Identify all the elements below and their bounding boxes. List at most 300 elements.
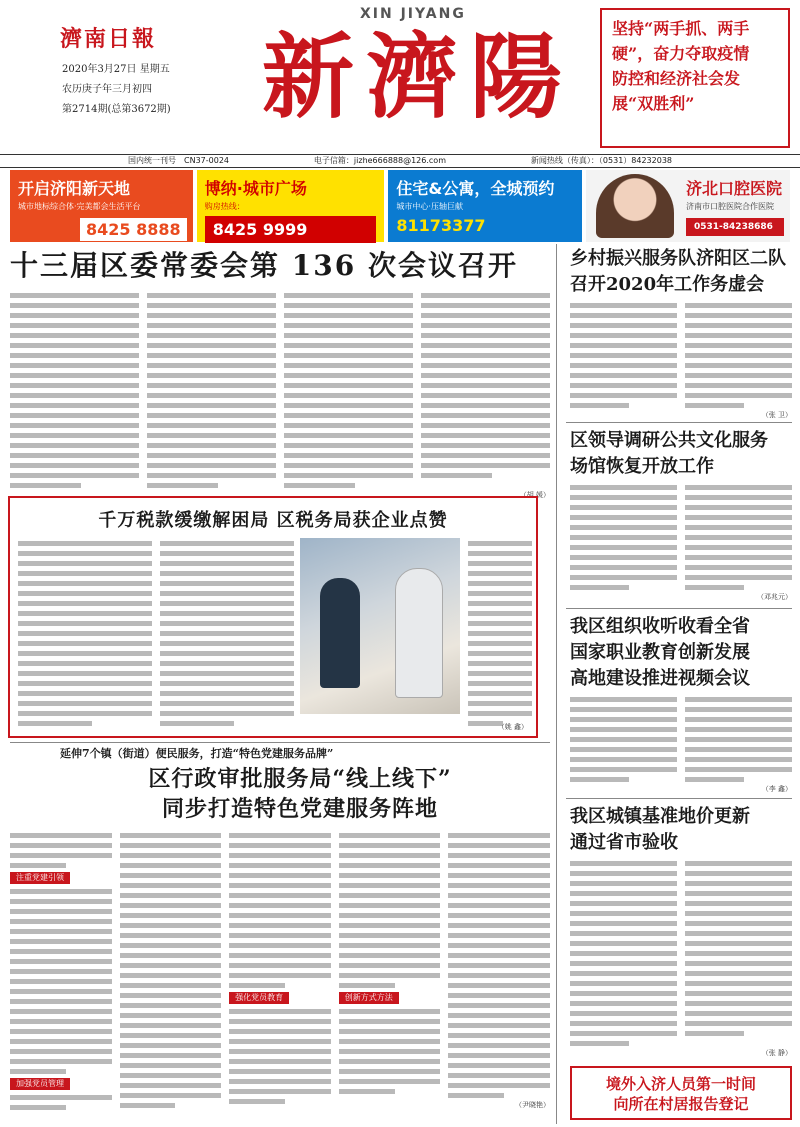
text-line (421, 370, 550, 380)
text-line-ink (570, 737, 677, 742)
ad-subline: 购房热线： (204, 202, 245, 211)
text-line (339, 1086, 441, 1096)
text-line-ink (284, 363, 413, 368)
text-line-ink (147, 393, 276, 398)
text-line-ink (421, 353, 550, 358)
text-line (10, 976, 112, 986)
text-line-ink (284, 463, 413, 468)
text-line-ink (18, 671, 152, 676)
text-line (229, 960, 331, 970)
column-text (685, 694, 792, 784)
right-columns (570, 858, 792, 1048)
text-line (10, 450, 139, 460)
text-line (468, 638, 532, 648)
text-line-ink (570, 575, 677, 580)
text-line (685, 370, 792, 380)
text-line (448, 1080, 550, 1090)
text-line (10, 310, 139, 320)
text-line (147, 450, 276, 460)
text-line-ink (18, 541, 152, 546)
text-line-ink (468, 571, 532, 576)
text-line-ink (160, 661, 294, 666)
text-line (448, 910, 550, 920)
photo-figure (395, 568, 443, 698)
text-line-ink (10, 929, 112, 934)
text-line (160, 668, 294, 678)
text-line (421, 360, 550, 370)
column-text (448, 830, 550, 1100)
text-line (10, 840, 112, 850)
text-line (284, 340, 413, 350)
text-line (339, 1066, 441, 1076)
text-line-ink (570, 861, 677, 866)
text-line (468, 538, 532, 548)
text-line-ink (685, 373, 792, 378)
text-line (229, 1036, 331, 1046)
text-line (284, 320, 413, 330)
text-line-ink (147, 483, 218, 488)
text-line-ink (685, 535, 792, 540)
info-bar (0, 154, 800, 168)
column-text (18, 538, 152, 728)
text-line-ink (685, 585, 744, 590)
text-line (685, 694, 792, 704)
text-line-ink (685, 333, 792, 338)
text-line (421, 330, 550, 340)
text-line (421, 390, 550, 400)
text-line (120, 870, 222, 880)
text-line (570, 744, 677, 754)
text-line (570, 512, 677, 522)
text-line-ink (339, 983, 395, 988)
text-line (160, 618, 294, 628)
text-line (570, 532, 677, 542)
photo-figure (320, 578, 360, 688)
text-line-ink (685, 981, 792, 986)
tax-headline: 千万税款缓缴解困局 区税务局获企业点赞 (98, 510, 448, 531)
text-line-ink (448, 893, 550, 898)
ad-banner[interactable] (197, 170, 385, 242)
text-line (10, 926, 112, 936)
text-line (570, 908, 677, 918)
text-line-ink (685, 303, 792, 308)
text-line-ink (10, 1019, 112, 1024)
text-line-ink (120, 953, 222, 958)
text-line-ink (685, 737, 792, 742)
column-text (10, 290, 139, 490)
text-line-ink (284, 333, 413, 338)
text-line-ink (570, 981, 677, 986)
column-text (10, 1092, 112, 1112)
headline-line: 我区城镇基准地价更新 (570, 806, 750, 827)
text-line-ink (10, 353, 139, 358)
text-line (160, 678, 294, 688)
text-line (685, 714, 792, 724)
text-line-ink (339, 963, 441, 968)
text-line (284, 450, 413, 460)
text-line-ink (570, 1001, 677, 1006)
text-line-ink (10, 843, 112, 848)
text-line-ink (421, 413, 550, 418)
text-line (229, 1076, 331, 1086)
text-line (685, 938, 792, 948)
text-line (468, 608, 532, 618)
text-line-ink (10, 1069, 66, 1074)
text-line-ink (160, 561, 294, 566)
text-line (685, 582, 792, 592)
text-line (229, 840, 331, 850)
text-line-ink (339, 893, 441, 898)
lead-author: （胡 媛） (519, 491, 550, 499)
text-line-ink (570, 505, 677, 510)
text-line (120, 1090, 222, 1100)
text-line-ink (10, 1059, 112, 1064)
text-line (18, 678, 152, 688)
text-line-ink (685, 1001, 792, 1006)
text-line-ink (448, 983, 550, 988)
text-line-ink (10, 833, 112, 838)
tax-body (18, 538, 294, 728)
text-line (339, 950, 441, 960)
ad-banner[interactable] (10, 170, 193, 242)
text-line (421, 470, 550, 480)
text-line (10, 886, 112, 896)
text-line-ink (685, 991, 792, 996)
text-line-ink (570, 901, 677, 906)
column-divider (556, 244, 557, 1124)
text-line (685, 400, 792, 410)
text-line (448, 860, 550, 870)
text-line-ink (421, 453, 550, 458)
text-line-ink (468, 561, 532, 566)
text-line-ink (570, 777, 629, 782)
headline-line: 高地建设推进视频会议 (570, 668, 750, 689)
text-line (160, 648, 294, 658)
text-line (448, 830, 550, 840)
text-line (18, 538, 152, 548)
text-line (685, 764, 792, 774)
text-line-ink (570, 485, 677, 490)
text-line-ink (147, 363, 276, 368)
text-line-ink (685, 961, 792, 966)
text-line-ink (147, 293, 276, 298)
text-line (570, 1018, 677, 1028)
text-line (10, 1036, 112, 1046)
text-line-ink (10, 909, 112, 914)
text-line (570, 774, 677, 784)
text-line (284, 420, 413, 430)
text-line (147, 480, 276, 490)
text-line (18, 608, 152, 618)
text-line-ink (10, 989, 112, 994)
right-columns (570, 482, 792, 592)
text-line (120, 880, 222, 890)
text-line (10, 830, 112, 840)
text-line (18, 628, 152, 638)
text-line (18, 668, 152, 678)
text-line-ink (147, 383, 276, 388)
text-line (10, 480, 139, 490)
ad-phone: 81173377 (396, 216, 486, 235)
text-line (10, 380, 139, 390)
approval-col-4 (339, 830, 441, 1112)
text-line (685, 380, 792, 390)
text-line-ink (448, 953, 550, 958)
text-line (570, 582, 677, 592)
text-line-ink (10, 293, 139, 298)
text-line (160, 688, 294, 698)
text-line-ink (685, 353, 792, 358)
text-line (18, 548, 152, 558)
text-line (570, 754, 677, 764)
text-line (120, 860, 222, 870)
text-line (120, 960, 222, 970)
text-line (18, 718, 152, 728)
text-line-ink (448, 1053, 550, 1058)
text-line-ink (10, 1095, 112, 1100)
text-line-ink (10, 1029, 112, 1034)
text-line (448, 1070, 550, 1080)
text-line (10, 1046, 112, 1056)
text-line (160, 568, 294, 578)
text-line (10, 370, 139, 380)
text-line-ink (284, 423, 413, 428)
section-label: 注重党建引领 (10, 872, 70, 884)
text-line-ink (284, 433, 413, 438)
text-line (10, 966, 112, 976)
text-line-ink (339, 913, 441, 918)
text-line (229, 970, 331, 980)
approval-headline (100, 764, 500, 824)
text-line (229, 1026, 331, 1036)
text-line-ink (160, 651, 294, 656)
text-line (570, 360, 677, 370)
text-line (570, 482, 677, 492)
text-line (685, 908, 792, 918)
text-line (570, 948, 677, 958)
text-line-ink (468, 671, 532, 676)
ad-headline: 博纳·城市广场 (204, 179, 307, 198)
text-line (10, 400, 139, 410)
section-divider (566, 798, 792, 799)
text-line-ink (147, 433, 276, 438)
text-line-ink (229, 1009, 331, 1014)
text-line (468, 558, 532, 568)
text-line-ink (685, 383, 792, 388)
text-line-ink (685, 403, 744, 408)
text-line (685, 330, 792, 340)
approval-col-2 (120, 830, 222, 1112)
ad-headline: 住宅&公寓，全城预约 (396, 179, 555, 198)
text-line-ink (685, 941, 792, 946)
text-line (284, 390, 413, 400)
text-line-ink (160, 711, 294, 716)
issue-number: 第2714期(总第3672期) (62, 104, 171, 115)
text-line (570, 888, 677, 898)
text-line (570, 998, 677, 1008)
text-line-ink (448, 883, 550, 888)
text-line-ink (339, 1069, 441, 1074)
text-line-ink (284, 443, 413, 448)
text-line-ink (147, 443, 276, 448)
right-headline-2 (570, 428, 768, 480)
ad-banner[interactable] (586, 170, 790, 242)
text-line-ink (120, 1093, 222, 1098)
text-line-ink (570, 931, 677, 936)
text-line-ink (284, 323, 413, 328)
text-line-ink (685, 697, 792, 702)
text-line (18, 588, 152, 598)
text-line (570, 542, 677, 552)
text-line-ink (284, 303, 413, 308)
text-line (570, 340, 677, 350)
text-line-ink (570, 881, 677, 886)
approval-body (10, 830, 550, 1120)
text-line (685, 898, 792, 908)
text-line (448, 890, 550, 900)
text-line-ink (339, 1019, 441, 1024)
text-line (284, 470, 413, 480)
right-headline-3 (570, 614, 750, 692)
text-line (448, 970, 550, 980)
ad-subline: 城市中心·压轴巨献 (396, 202, 463, 211)
text-line-ink (284, 293, 413, 298)
headline-line: 国家职业教育创新发展 (570, 642, 750, 663)
text-line (339, 1036, 441, 1046)
text-line-ink (339, 933, 441, 938)
text-line-ink (339, 863, 441, 868)
text-line-ink (685, 871, 792, 876)
text-line (284, 350, 413, 360)
publication-number: 国内统一刊号 CN37-0024 (128, 156, 229, 165)
right-body-1 (570, 300, 792, 418)
text-line-ink (339, 1009, 441, 1014)
right-body-4 (570, 858, 792, 1058)
text-line-ink (570, 991, 677, 996)
text-line-ink (570, 585, 629, 590)
text-line (339, 980, 441, 990)
text-line-ink (120, 893, 222, 898)
text-line-ink (421, 323, 550, 328)
text-line-ink (160, 721, 234, 726)
text-line-ink (10, 1009, 112, 1014)
column-text (570, 858, 677, 1048)
column-text (570, 482, 677, 592)
text-line-ink (284, 313, 413, 318)
text-line-ink (570, 393, 677, 398)
text-line-ink (685, 901, 792, 906)
text-line (570, 714, 677, 724)
text-line (120, 840, 222, 850)
text-line (468, 598, 532, 608)
text-line-ink (421, 403, 550, 408)
text-line (421, 290, 550, 300)
masthead (0, 0, 800, 150)
text-line (10, 1016, 112, 1026)
text-line (284, 480, 413, 490)
text-line-ink (160, 691, 294, 696)
text-line-ink (570, 323, 677, 328)
text-line (284, 410, 413, 420)
text-line-ink (570, 971, 677, 976)
notice-line: 向所在村居报告登记 (613, 1095, 749, 1113)
text-line (570, 988, 677, 998)
text-line-ink (685, 525, 792, 530)
text-line (448, 1020, 550, 1030)
lunar-date: 农历庚子年三月初四 (62, 84, 152, 95)
text-line (685, 1028, 792, 1038)
text-line-ink (570, 951, 677, 956)
text-line-ink (685, 313, 792, 318)
text-line-ink (229, 913, 331, 918)
text-line-ink (120, 1033, 222, 1038)
text-line (421, 400, 550, 410)
text-line-ink (570, 403, 629, 408)
text-line (229, 1006, 331, 1016)
text-line-ink (570, 747, 677, 752)
ad-banner[interactable] (388, 170, 582, 242)
text-line-ink (160, 681, 294, 686)
text-line-ink (685, 861, 792, 866)
text-line (421, 300, 550, 310)
text-line (229, 1056, 331, 1066)
text-line (10, 936, 112, 946)
text-line-ink (685, 891, 792, 896)
text-line (448, 1050, 550, 1060)
text-line (18, 618, 152, 628)
text-line (10, 946, 112, 956)
text-line (570, 562, 677, 572)
text-line-ink (18, 561, 152, 566)
text-line-ink (570, 961, 677, 966)
text-line (284, 430, 413, 440)
text-line (160, 658, 294, 668)
text-line-ink (10, 889, 112, 894)
text-line-ink (18, 651, 152, 656)
text-line-ink (10, 393, 139, 398)
text-line (147, 430, 276, 440)
text-line (339, 930, 441, 940)
ad-subline: 济南市口腔医院合作医院 (686, 202, 774, 211)
text-line (120, 890, 222, 900)
slogan-box (600, 8, 790, 148)
text-line (685, 734, 792, 744)
text-line-ink (339, 1089, 395, 1094)
text-line (147, 380, 276, 390)
text-line-ink (10, 969, 112, 974)
text-line-ink (570, 353, 677, 358)
text-line (147, 440, 276, 450)
text-line (570, 898, 677, 908)
text-line-ink (570, 515, 677, 520)
right-columns (570, 300, 792, 410)
text-line (339, 940, 441, 950)
text-line-ink (468, 691, 532, 696)
text-line-ink (685, 495, 792, 500)
text-line (339, 1016, 441, 1026)
text-line-ink (570, 313, 677, 318)
column-text (339, 830, 441, 990)
text-line-ink (10, 959, 112, 964)
hotline: 新闻热线（传真）：（0531）84232038 (530, 156, 672, 165)
text-line (685, 968, 792, 978)
column-text (570, 694, 677, 784)
text-line-ink (160, 701, 294, 706)
text-line (229, 980, 331, 990)
text-line (120, 1100, 222, 1110)
text-line-ink (685, 767, 792, 772)
text-line (339, 880, 441, 890)
